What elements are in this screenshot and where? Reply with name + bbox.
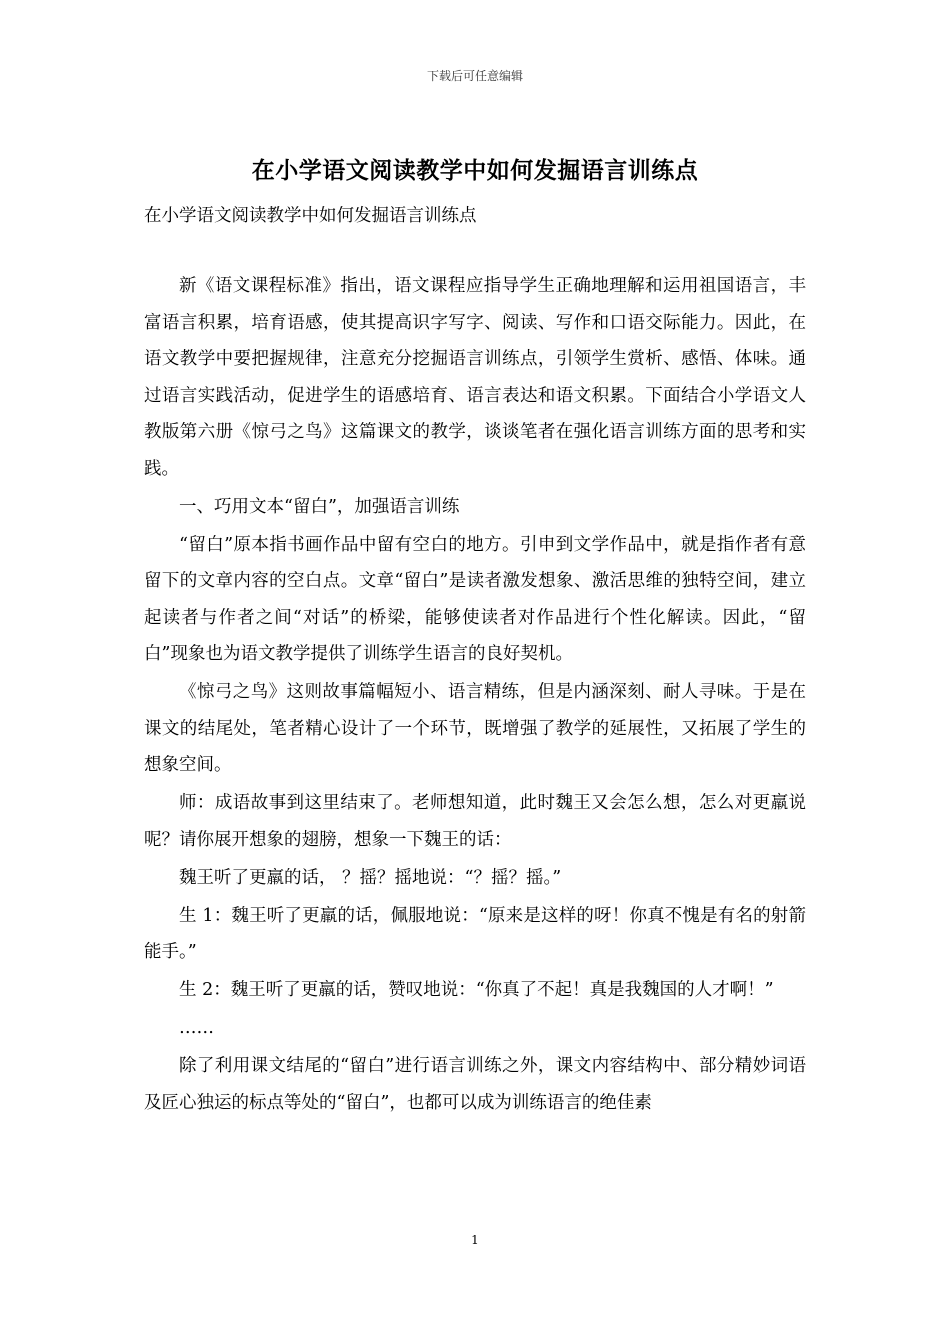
document-title: 在小学语文阅读教学中如何发掘语言训练点 (251, 157, 699, 184)
paragraph-ellipsis: …… (179, 1018, 214, 1038)
paragraph-intro: 新《语文课程标准》指出，语文课程应指导学生正确地理解和运用祖国语言，丰富语言积累，培育语感，使其提高识字写字、阅读、写作和口语交际能力。因此，在语文教学中要把握规律，注意充分挖掘语言训练点，引领学生赏析、感悟、体味。通过语言实践活动，促进学生的语感培育、语言表达和语文积累。下面结合小学语文人教版第六册《惊弓之鸟》这篇课文的教学，谈谈笔者在强化语言训练方面的思考和实践。 (144, 276, 806, 479)
paragraph-fill-template: 魏王听了更羸的话， ？摇？摇地说：“？摇？摇。” (179, 867, 562, 888)
paragraph-teacher-prompt: 师：成语故事到这里结束了。老师想知道，此时魏王又会怎么想，怎么对更羸说呢？请你展开想象的翅膀，想象一下魏王的话： (144, 793, 806, 850)
paragraph-story-intro: 《惊弓之鸟》这则故事篇幅短小、语言精练，但是内涵深刻、耐人寻味。于是在课文的结尾处，笔者精心设计了一个环节，既增强了教学的延展性，又拓展了学生的想象空间。 (144, 682, 806, 775)
paragraph-conclusion: 除了利用课文结尾的“留白”进行语言训练之外，课文内容结构中、部分精妙词语及匠心独运的标点等处的“留白”，也都可以成为训练语言的绝佳素 (144, 1056, 806, 1113)
document-body (144, 268, 806, 1121)
paragraph-liubai-definition: “留白”原本指书画作品中留有空白的地方。引申到文学作品中，就是指作者有意留下的文章内容的空白点。文章“留白”是读者激发想象、激活思维的独特空间，建立起读者与作者之间“对话”的桥梁，能够使读者对作品进行个性化解读。因此，“留白”现象也为语文教学提供了训练学生语言的良好契机。 (144, 534, 806, 664)
document-subtitle: 在小学语文阅读教学中如何发掘语言训练点 (144, 206, 477, 226)
paragraph-student-2: 生 2：魏王听了更羸的话，赞叹地说：“你真了不起！真是我魏国的人才啊！” (179, 980, 774, 1000)
paragraph-student-1: 生 1：魏王听了更羸的话，佩服地说：“原来是这样的呀！你真不愧是有名的射箭能手。” (144, 905, 806, 962)
page-header: 下载后可任意编辑 (426, 69, 523, 83)
section-heading-1: 一、巧用文本“留白”，加强语言训练 (179, 496, 460, 517)
page-number: 1 (471, 1233, 479, 1247)
